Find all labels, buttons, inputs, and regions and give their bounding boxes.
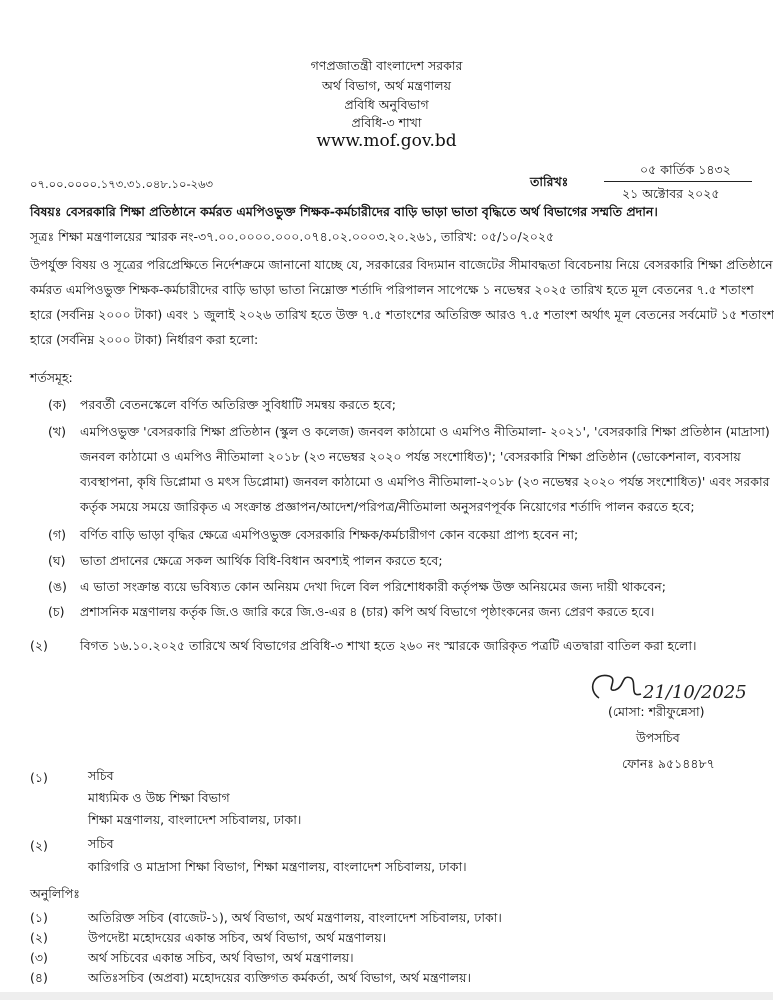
conditions-title: শর্তসমূহ: xyxy=(30,370,73,385)
point2-text: বিগত ১৬.১০.২০২৫ তারিখে অর্থ বিভাগের প্রবিধি-৩ শাখা হতে ২৬০ নং স্মারকে জারিকৃত পত্রটি এতদ্বারা বাতিল করা হলো। xyxy=(80,638,697,653)
copy-mark: (৩) xyxy=(30,950,48,965)
condition-mark: (গ) xyxy=(48,527,66,542)
recipient-mark: (২) xyxy=(30,838,48,853)
point2-mark: (২) xyxy=(30,638,48,653)
condition-text: জনবল কাঠামো ও এমপিও নীতিমালা ২০১৮ (২৩ নভেম্বর ২০২০ পর্যন্ত সংশোধিত)'; 'বেসরকারি শিক্ষা প্রতিষ্ঠান (ভোকেশনাল, ব্যবসায় xyxy=(80,449,741,464)
body-line: হারে (সর্বনিম্ন ২০০০ টাকা) নির্ধারণ করা হলো: xyxy=(30,332,259,347)
recipient-line: সচিব xyxy=(88,768,114,783)
condition-text: প্রশাসনিক মন্ত্রণালয় কর্তৃক জি.ও জারি করে জি.ও-এর ৪ (চার) কপি অর্থ বিভাগে পৃষ্ঠাংকনের জন্য প্রেরণ করতে হবে। xyxy=(80,604,655,619)
copy-mark: (২) xyxy=(30,930,48,945)
branch-name: প্রবিধি-৩ শাখা xyxy=(351,115,422,130)
copy-title: অনুলিপিঃ xyxy=(30,886,80,901)
recipient-line: শিক্ষা মন্ত্রণালয়, বাংলাদেশ সচিবালয়, ঢাকা। xyxy=(88,812,302,827)
condition-text: বর্ণিত বাড়ি ভাড়া বৃদ্ধির ক্ষেত্রে এমপিওভুক্ত বেসরকারি শিক্ষক/কর্মচারীগণ কোন বকেয়া প্রাপ্য হবেন না; xyxy=(80,527,579,542)
wing-name: প্রবিধি অনুবিভাগ xyxy=(344,97,429,112)
website-link[interactable]: www.mof.gov.bd xyxy=(316,131,457,151)
condition-mark: (চ) xyxy=(48,604,65,619)
signatory-designation: উপসচিব xyxy=(636,730,680,745)
copy-mark: (৪) xyxy=(30,970,48,985)
copy-text: অতিঃসচিব (অপ্রবা) মহোদয়ের ব্যক্তিগত কর্মকর্তা, অর্থ বিভাগ, অর্থ মন্ত্রণালয়। xyxy=(88,970,471,985)
condition-text: ভাতা প্রদানের ক্ষেত্রে সকল আর্থিক বিধি-বিধান অবশ্যই পালন করতে হবে; xyxy=(80,553,443,568)
copy-text: উপদেষ্টা মহোদয়ের একান্ত সচিব, অর্থ বিভাগ, অর্থ মন্ত্রণালয়। xyxy=(88,930,387,945)
condition-text: ব্যবস্থাপনা, কৃষি ডিপ্লোমা ও মৎস ডিপ্লোমা) জনবল কাঠামো ও এমপিও নীতিমালা-২০১৮ (২৩ নভেম্বর ২০২০ পর্যন্ত সংশোধিত)' এবং সরকার xyxy=(80,474,770,489)
date-bangla: ০৫ কার্তিক ১৪৩২ xyxy=(640,162,731,177)
signatory-name: (মোসা: শরীফুন্নেসা) xyxy=(608,704,705,719)
recipient-line: কারিগরি ও মাদ্রাসা শিক্ষা বিভাগ, শিক্ষা মন্ত্রণালয়, বাংলাদেশ সচিবালয়, ঢাকা। xyxy=(88,859,467,874)
copy-mark: (১) xyxy=(30,910,48,925)
condition-text: এমপিওভুক্ত 'বেসরকারি শিক্ষা প্রতিষ্ঠান (স্কুল ও কলেজ) জনবল কাঠামো ও এমপিও নীতিমালা- ২০২১', 'বেসরকারি শিক্ষা প্রতিষ্ঠান (মাদ্রাসা) xyxy=(80,424,770,439)
page-bottom-edge xyxy=(0,992,773,1000)
subject-line: বিষয়ঃ বেসরকারি শিক্ষা প্রতিষ্ঠানে কর্মরত এমপিওভুক্ত শিক্ষক-কর্মচারীদের বাড়ি ভাড়া ভাতা বৃদ্ধিতে অর্থ বিভাগের সম্মতি প্রদান। xyxy=(30,204,658,219)
recipient-line: মাধ্যমিক ও উচ্চ শিক্ষা বিভাগ xyxy=(88,790,230,805)
condition-mark: (ক) xyxy=(48,397,67,412)
condition-text: কর্তৃক সময়ে সময়ে জারিকৃত এ সংক্রান্ত প্রজ্ঞাপন/আদেশ/পরিপত্র/নীতিমালা অনুসরণপূর্বক নিয়োগের শর্তাদি পালন করতে হবে; xyxy=(80,499,695,514)
condition-mark: (ঙ) xyxy=(48,579,67,594)
reference-line: সূত্রঃ শিক্ষা মন্ত্রণালয়ের স্মারক নং-৩৭.০০.০০০০.০০০.০৭৪.০২.০০০৩.২০.২৬১, তারিখ: ০৫/১০/২০২৫ xyxy=(30,229,555,244)
condition-mark: (খ) xyxy=(48,424,66,439)
condition-text: এ ভাতা সংক্রান্ত ব্যয়ে ভবিষ্যত কোন অনিয়ম দেখা দিলে বিল পরিশোধকারী কর্তৃপক্ষ উক্ত অনিয়মের জন্য দায়ী থাকবেন; xyxy=(80,579,666,594)
condition-text: পরবর্তী বেতনস্কেলে বর্ণিত অতিরিক্ত সুবিধাটি সমন্বয় করতে হবে; xyxy=(80,397,396,412)
government-name: গণপ্রজাতন্ত্রী বাংলাদেশ সরকার xyxy=(310,58,463,73)
date-divider xyxy=(604,181,752,182)
copy-text: অর্থ সচিবের একান্ত সচিব, অর্থ বিভাগ, অর্থ মন্ত্রণালয়। xyxy=(88,950,354,965)
memo-number: ০৭.০০.০০০০.১৭৩.৩১.০৪৮.১০-২৬৩ xyxy=(30,177,214,191)
body-line: কর্মরত এমপিওভুক্ত শিক্ষক-কর্মচারীদের বাড়ি ভাড়া ভাতা নিম্নোক্ত শর্তাদি পরিপালন সাপেক্ষে ১ নভেম্বর ২০২৫ তারিখ হতে মূল বেতনের ৭.৫ শতাংশ xyxy=(30,282,754,297)
division-name: অর্থ বিভাগ, অর্থ মন্ত্রণালয় xyxy=(322,78,451,93)
date-english: ২১ অক্টোবর ২০২৫ xyxy=(622,186,720,201)
condition-mark: (ঘ) xyxy=(48,553,66,568)
date-label: তারিখঃ xyxy=(530,174,569,189)
body-line: হারে (সর্বনিম্ন ২০০০ টাকা) এবং ১ জুলাই ২০২৬ তারিখ হতে উক্ত ৭.৫ শতাংশের অতিরিক্ত আরও ৭.৫ শতাংশ অর্থাৎ মূল বেতনের সর্বমোট ১৫ শতাংশ xyxy=(30,307,774,322)
svg-text:21/10/2025: 21/10/2025 xyxy=(643,682,747,703)
signatory-phone: ফোনঃ ৯৫১৪৪৮৭ xyxy=(622,756,715,771)
recipient-line: সচিব xyxy=(88,836,114,851)
copy-text: অতিরিক্ত সচিব (বাজেট-১), অর্থ বিভাগ, অর্থ মন্ত্রণালয়, বাংলাদেশ সচিবালয়, ঢাকা। xyxy=(88,910,502,925)
body-line: উপর্যুক্ত বিষয় ও সূত্রের পরিপ্রেক্ষিতে নির্দেশক্রমে জানানো যাচ্ছে যে, সরকারের বিদ্যমান বাজেটের সীমাবদ্ধতা বিবেচনায় নিয়ে বেসরকারি শিক্ষা প্রতিষ্ঠানে xyxy=(30,257,773,272)
recipient-mark: (১) xyxy=(30,770,48,785)
